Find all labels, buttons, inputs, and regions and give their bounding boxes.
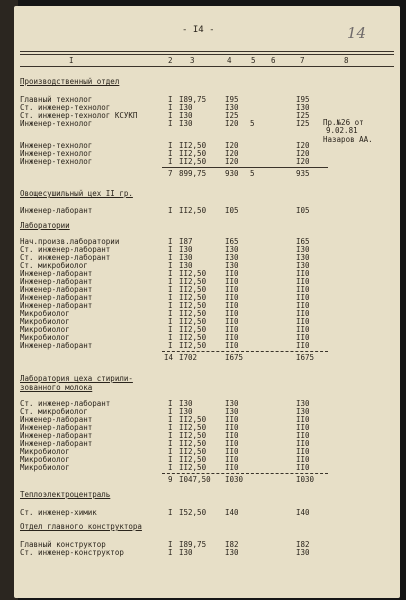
row-name: Инженер-лаборант xyxy=(20,269,93,278)
row-salary: II0 xyxy=(225,317,239,326)
row-total: I05 xyxy=(296,206,310,215)
row-name: Микробиолог xyxy=(20,325,70,334)
row-name: Ст. инженер-лаборант xyxy=(20,253,111,262)
row-rate: II2,50 xyxy=(179,301,207,310)
order-note: 9.02.81 xyxy=(326,126,358,135)
row-rate: II2,50 xyxy=(179,423,207,432)
row-name: Ст. инженер-технолог КСУКП xyxy=(20,111,138,120)
row-name: Инженер-технолог xyxy=(20,119,93,128)
row-name: Инженер-технолог xyxy=(20,149,93,158)
row-rate: II2,50 xyxy=(179,309,207,318)
row-rate: II2,50 xyxy=(179,141,207,150)
row-name: Инженер-технолог xyxy=(20,157,93,166)
row-total: II0 xyxy=(296,317,310,326)
row-salary: I30 xyxy=(225,245,239,254)
document-page xyxy=(14,6,400,598)
row-name: Инженер-лаборант xyxy=(20,277,93,286)
row-count: I xyxy=(168,141,173,150)
row-rate: II2,50 xyxy=(179,285,207,294)
total-rate: I702 xyxy=(179,353,198,362)
row-count: I xyxy=(168,325,173,334)
row-rate: II2,50 xyxy=(179,157,207,166)
row-name: Микробиолог xyxy=(20,455,70,464)
section-title: Лаборатории xyxy=(20,221,70,230)
column-header: I xyxy=(69,56,74,65)
row-salary: II0 xyxy=(225,325,239,334)
row-salary: II0 xyxy=(225,423,239,432)
total-rule xyxy=(162,473,328,474)
row-rate: I30 xyxy=(179,261,193,270)
row-count: I xyxy=(168,455,173,464)
row-count: I xyxy=(168,245,173,254)
row-count: I xyxy=(168,285,173,294)
row-total: II0 xyxy=(296,301,310,310)
row-salary: II0 xyxy=(225,341,239,350)
row-count: I xyxy=(168,447,173,456)
row-salary: I20 xyxy=(225,119,239,128)
row-salary: II0 xyxy=(225,301,239,310)
row-name: Инженер-лаборант xyxy=(20,293,93,302)
row-rate: II2,50 xyxy=(179,455,207,464)
row-rate: II2,50 xyxy=(179,415,207,424)
row-rate: II2,50 xyxy=(179,317,207,326)
row-total: I30 xyxy=(296,103,310,112)
row-total: I25 xyxy=(296,111,310,120)
section-title: зованного молока xyxy=(20,383,93,392)
row-total: I25 xyxy=(296,119,310,128)
column-header: 8 xyxy=(344,56,349,65)
section-title: Отдел главного конструктора xyxy=(20,522,142,531)
row-count: I xyxy=(168,423,173,432)
row-salary: I30 xyxy=(225,253,239,262)
column-header: 5 xyxy=(251,56,256,65)
row-count: I xyxy=(168,540,173,549)
row-name: Микробиолог xyxy=(20,317,70,326)
row-rate: II2,50 xyxy=(179,206,207,215)
row-name: Инженер-лаборант xyxy=(20,415,93,424)
row-count: I xyxy=(168,399,173,408)
row-name: Инженер-лаборант xyxy=(20,431,93,440)
row-name: Микробиолог xyxy=(20,333,70,342)
total-rate: I047,50 xyxy=(179,475,211,484)
row-rate: I30 xyxy=(179,548,193,557)
row-salary: II0 xyxy=(225,269,239,278)
row-count: I xyxy=(168,149,173,158)
column-header: 7 xyxy=(300,56,305,65)
row-name: Инженер-технолог xyxy=(20,141,93,150)
row-rate: I30 xyxy=(179,245,193,254)
row-rate: II2,50 xyxy=(179,269,207,278)
row-name: Микробиолог xyxy=(20,309,70,318)
row-salary: II0 xyxy=(225,447,239,456)
row-name: Нач.произв.лаборатории xyxy=(20,237,120,246)
row-count: I xyxy=(168,293,173,302)
row-count: I xyxy=(168,431,173,440)
row-count: I xyxy=(168,157,173,166)
row-count: I xyxy=(168,415,173,424)
row-total: I30 xyxy=(296,548,310,557)
row-total: I82 xyxy=(296,540,310,549)
row-rate: I87 xyxy=(179,237,193,246)
row-count: I xyxy=(168,206,173,215)
row-salary: II0 xyxy=(225,293,239,302)
row-total: II0 xyxy=(296,277,310,286)
row-rate: II2,50 xyxy=(179,277,207,286)
row-salary: I65 xyxy=(225,237,239,246)
row-count: I xyxy=(168,317,173,326)
row-name: Ст. микробиолог xyxy=(20,407,88,416)
row-count: I xyxy=(168,269,173,278)
row-rate: I30 xyxy=(179,253,193,262)
row-name: Главный конструктор xyxy=(20,540,106,549)
row-salary: I30 xyxy=(225,407,239,416)
row-rate: II2,50 xyxy=(179,463,207,472)
row-name: Главный технолог xyxy=(20,95,93,104)
row-rate: II2,50 xyxy=(179,149,207,158)
row-salary: II0 xyxy=(225,285,239,294)
row-salary: II0 xyxy=(225,463,239,472)
row-count: I xyxy=(168,103,173,112)
column-header: 6 xyxy=(271,56,276,65)
row-salary: II0 xyxy=(225,309,239,318)
row-total: II0 xyxy=(296,269,310,278)
row-name: Ст. микробиолог xyxy=(20,261,88,270)
row-count: I xyxy=(168,261,173,270)
row-total: I20 xyxy=(296,149,310,158)
row-total: II0 xyxy=(296,463,310,472)
row-count: I xyxy=(168,277,173,286)
row-total: I95 xyxy=(296,95,310,104)
row-count: I xyxy=(168,237,173,246)
total-bonus: 5 xyxy=(250,169,255,178)
row-salary: I20 xyxy=(225,157,239,166)
row-salary: I40 xyxy=(225,508,239,517)
order-note: Назаров АА. xyxy=(323,135,373,144)
row-rate: I30 xyxy=(179,103,193,112)
header-rule xyxy=(20,54,394,55)
section-title: Теплоэлектроцентраль xyxy=(20,490,111,499)
row-name: Инженер-лаборант xyxy=(20,439,93,448)
row-total: II0 xyxy=(296,285,310,294)
row-count: I xyxy=(168,253,173,262)
header-rule xyxy=(20,51,394,52)
row-total: I30 xyxy=(296,245,310,254)
row-total: II0 xyxy=(296,341,310,350)
row-total: II0 xyxy=(296,455,310,464)
total-count: 9 xyxy=(168,475,173,484)
row-name: Инженер-лаборант xyxy=(20,423,93,432)
row-rate: I89,75 xyxy=(179,540,207,549)
total-total: 935 xyxy=(296,169,310,178)
row-salary: II0 xyxy=(225,439,239,448)
row-rate: II2,50 xyxy=(179,333,207,342)
row-count: I xyxy=(168,439,173,448)
row-count: I xyxy=(168,309,173,318)
row-rate: I89,75 xyxy=(179,95,207,104)
row-rate: I52,50 xyxy=(179,508,207,517)
row-salary: II0 xyxy=(225,431,239,440)
row-total: I30 xyxy=(296,253,310,262)
row-salary: I25 xyxy=(225,111,239,120)
row-total: II0 xyxy=(296,423,310,432)
row-count: I xyxy=(168,119,173,128)
row-rate: II2,50 xyxy=(179,431,207,440)
row-rate: II2,50 xyxy=(179,341,207,350)
row-rate: I30 xyxy=(179,111,193,120)
row-total: II0 xyxy=(296,431,310,440)
row-salary: I30 xyxy=(225,548,239,557)
column-header: 2 xyxy=(168,56,173,65)
row-salary: II0 xyxy=(225,333,239,342)
row-salary: I20 xyxy=(225,149,239,158)
row-count: I xyxy=(168,341,173,350)
total-total: I675 xyxy=(296,353,315,362)
row-salary: I95 xyxy=(225,95,239,104)
row-rate: II2,50 xyxy=(179,447,207,456)
row-total: II0 xyxy=(296,293,310,302)
row-salary: I30 xyxy=(225,261,239,270)
row-total: II0 xyxy=(296,447,310,456)
row-rate: II2,50 xyxy=(179,293,207,302)
row-rate: I30 xyxy=(179,399,193,408)
row-total: II0 xyxy=(296,333,310,342)
row-total: II0 xyxy=(296,439,310,448)
column-header: 3 xyxy=(190,56,195,65)
row-count: I xyxy=(168,333,173,342)
row-name: Ст. инженер-технолог xyxy=(20,103,111,112)
total-salary: I675 xyxy=(225,353,244,362)
total-total: I030 xyxy=(296,475,315,484)
row-total: I40 xyxy=(296,508,310,517)
row-total: I30 xyxy=(296,407,310,416)
row-bonus: 5 xyxy=(250,119,255,128)
row-salary: I05 xyxy=(225,206,239,215)
row-salary: II0 xyxy=(225,277,239,286)
row-name: Инженер-лаборант xyxy=(20,341,93,350)
row-name: Ст. инженер-лаборант xyxy=(20,245,111,254)
total-salary: I030 xyxy=(225,475,244,484)
section-title: Овощесушильный цех II гр. xyxy=(20,189,133,198)
row-total: I20 xyxy=(296,157,310,166)
row-total: I30 xyxy=(296,399,310,408)
row-count: I xyxy=(168,111,173,120)
section-title: Производственный отдел xyxy=(20,77,120,86)
total-rule xyxy=(162,351,328,352)
row-rate: II2,50 xyxy=(179,325,207,334)
header-rule xyxy=(20,66,394,67)
row-salary: I20 xyxy=(225,141,239,150)
row-name: Инженер-лаборант xyxy=(20,206,93,215)
row-rate: I30 xyxy=(179,119,193,128)
row-count: I xyxy=(168,407,173,416)
order-note: Пр.№26 от xyxy=(323,118,364,127)
row-total: I65 xyxy=(296,237,310,246)
row-name: Микробиолог xyxy=(20,463,70,472)
row-name: Инженер-лаборант xyxy=(20,301,93,310)
row-count: I xyxy=(168,508,173,517)
total-salary: 930 xyxy=(225,169,239,178)
row-salary: I30 xyxy=(225,103,239,112)
section-title: Лаборатория цеха стирили- xyxy=(20,374,133,383)
total-count: I4 xyxy=(164,353,174,362)
row-count: I xyxy=(168,95,173,104)
row-total: II0 xyxy=(296,415,310,424)
row-count: I xyxy=(168,548,173,557)
row-rate: II2,50 xyxy=(179,439,207,448)
row-name: Инженер-лаборант xyxy=(20,285,93,294)
row-salary: I30 xyxy=(225,399,239,408)
total-count: 7 xyxy=(168,169,173,178)
handwritten-page-number: 14 xyxy=(347,24,367,42)
row-salary: II0 xyxy=(225,455,239,464)
row-name: Ст. инженер-лаборант xyxy=(20,399,111,408)
total-rule xyxy=(162,167,328,168)
row-salary: I82 xyxy=(225,540,239,549)
row-name: Ст. инженер-конструктор xyxy=(20,548,124,557)
page-number: - I4 - xyxy=(182,25,215,35)
column-header: 4 xyxy=(227,56,232,65)
row-total: I30 xyxy=(296,261,310,270)
row-salary: II0 xyxy=(225,415,239,424)
row-total: II0 xyxy=(296,309,310,318)
row-name: Микробиолог xyxy=(20,447,70,456)
row-count: I xyxy=(168,301,173,310)
row-total: I20 xyxy=(296,141,310,150)
row-count: I xyxy=(168,463,173,472)
row-name: Ст. инженер-химик xyxy=(20,508,97,517)
total-rate: 899,75 xyxy=(179,169,207,178)
row-total: II0 xyxy=(296,325,310,334)
row-rate: I30 xyxy=(179,407,193,416)
